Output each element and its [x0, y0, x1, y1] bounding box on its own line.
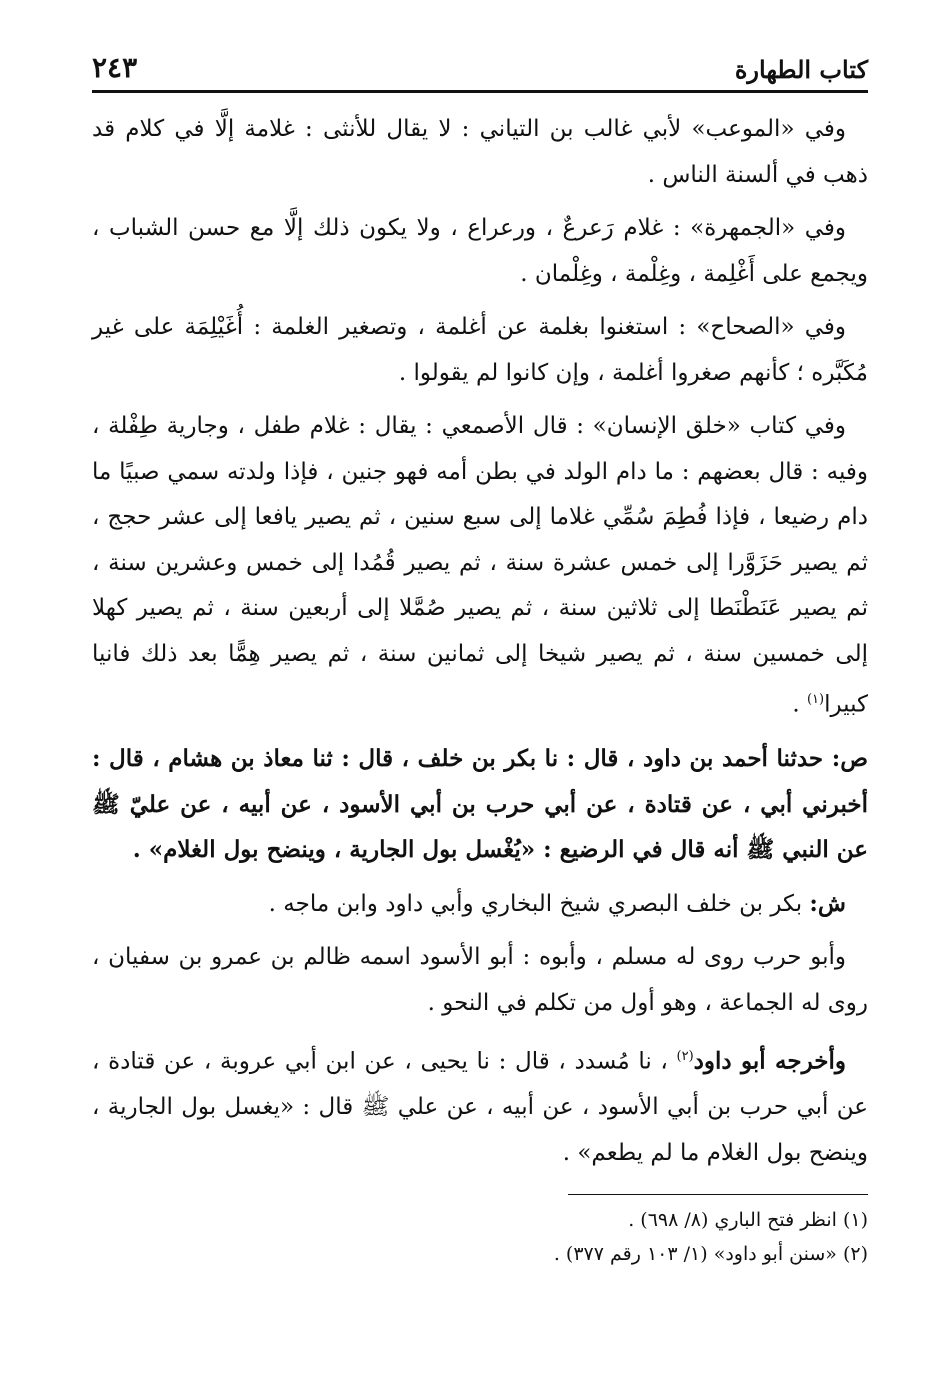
- page-header: [92, 40, 868, 93]
- hadith-text: [92, 736, 868, 873]
- page-number: ٢٤٣: [92, 51, 138, 84]
- paragraph-khalq-insan: [92, 404, 868, 728]
- footnote-2: (٢) «سنن أبو داود» (١/ ١٠٣ رقم ٣٧٧) .: [553, 1243, 868, 1266]
- paragraph-abu-harb: وأبو حرب روى له مسلم ، وأبوه : أبو الأسود اسمه ظالم بن عمرو بن سفيان ، روى له الجماعة ، وهو أول من تكلم في النحو .: [92, 944, 868, 1016]
- sharh-body: بكر بن خلف البصري شيخ البخاري وأبي داود وابن ماجه .: [268, 890, 803, 917]
- paragraph-jamhara: وفي «الجمهرة» : غلام رَعرعٌ ، ورعراع ، ولا يكون ذلك إلَّا مع حسن الشباب ، ويجمع على أَغْلِمة ، وغِلْمة ، وغِلْمان .: [92, 215, 868, 287]
- footnote-ref-1: (١): [806, 692, 825, 707]
- footnotes: [92, 1203, 868, 1271]
- paragraph-sihah: وفي «الصحاح» : استغنوا بغلمة عن أغلمة ، وتصغير الغلمة : أُغَيْلِمَة على غير مُكَبَّره ؛ كأنهم صغروا أغلمة ، وإن كانوا لم يقولوا .: [92, 314, 868, 386]
- footnote-separator: [568, 1194, 868, 1195]
- footnote-ref-2: (٢): [676, 1049, 694, 1065]
- takhrij-lead: وأخرجه أبو داود: [693, 1047, 846, 1075]
- paragraph-mawib: وفي «الموعب» لأبي غالب بن التياني : لا يقال للأنثى : غلامة إلَّا في كلام قد ذهب في ألسنة الناس .: [92, 116, 868, 188]
- sharh-marker: ش:: [809, 889, 846, 917]
- footnote-1: (١) انظر فتح الباري (٨/ ٦٩٨) .: [628, 1209, 868, 1232]
- book-title: كتاب الطهارة: [734, 55, 868, 84]
- paragraph-khalq-insan-text: وفي كتاب «خلق الإنسان» : قال الأصمعي : يقال : غلام طفل ، وجارية طِفْلة ، وفيه : قال بعضهم : ما دام الولد في بطن أمه فهو جنين ، فإذا ولدته سمي صبيًا ما دام رضيعا ، فإذا فُطِمَ سُمِّي غلاما إلى سبع سنين ، ثم يصير يافعا إلى عشر حجج ، ثم يصير حَزَوَّرا إلى خمس عشرة سنة ، ثم يصير قُمُدا إلى خمس وعشرين سنة ، ثم يصير عَنَطْنَطا إلى ثلاثين سنة ، ثم يصير صُمَّلا إلى أربعين سنة ، ثم يصير كهلا إلى خمسين سنة ، ثم يصير شيخا إلى ثمانين سنة ، ثم يصير هِمًّا بعد ذلك فانيا كبيرا: [92, 413, 868, 718]
- page-body: [92, 107, 868, 1176]
- takhrij-body: ، نا مُسدد ، قال : نا يحيى ، عن ابن أبي عروبة ، عن قتادة ، عن أبي حرب بن أبي الأسود ، عن أبيه ، عن علي ﷺ قال : «يغسل بول الجارية ، وينضح بول الغلام ما لم يطعم» .: [92, 1048, 868, 1166]
- hadith-body: حدثنا أحمد بن داود ، قال : نا بكر بن خلف ، قال : ثنا معاذ بن هشام ، قال : أخبرني أبي ، عن قتادة ، عن أبي حرب بن أبي الأسود ، عن أبيه ، عن عليّ ﷺ عن النبي ﷺ أنه قال في الرضيع : «يُغْسل بول الجارية ، وينضح بول الغلام» .: [92, 745, 868, 864]
- paragraph-khalq-insan-end: .: [792, 691, 807, 718]
- paragraph-takhrij: [92, 1034, 868, 1176]
- sharh-text: [92, 881, 868, 928]
- hadith-marker: ص:: [831, 745, 868, 773]
- page: [92, 40, 868, 1271]
